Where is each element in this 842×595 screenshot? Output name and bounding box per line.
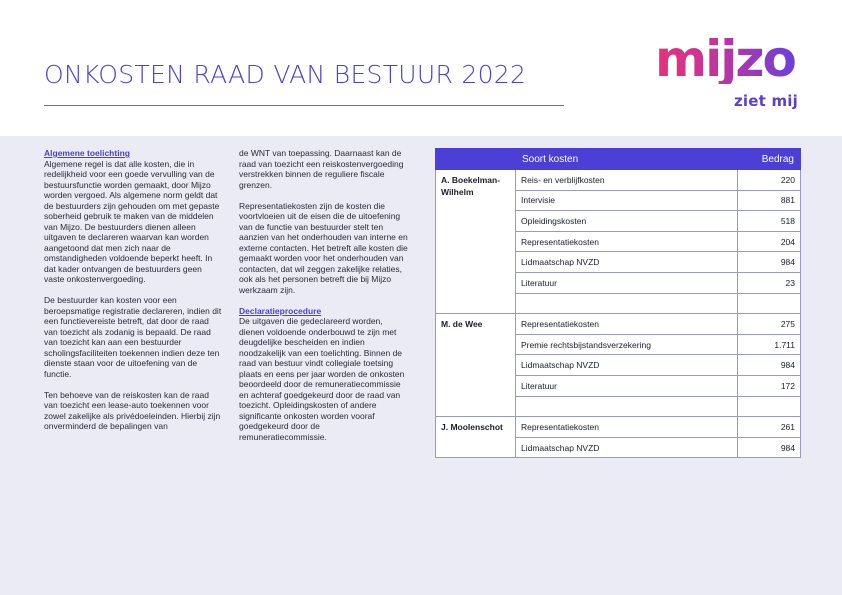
logo: mijzo	[655, 30, 795, 88]
board-member-name: M. de Wee	[436, 314, 516, 417]
costs-table	[435, 148, 801, 458]
cost-amount: 172	[738, 375, 801, 396]
table-header-row	[436, 149, 801, 170]
cost-type: Representatiekosten	[516, 314, 738, 335]
cost-type	[516, 293, 738, 314]
table-row	[436, 314, 801, 335]
cost-type: Lidmaatschap NVZD	[516, 252, 738, 273]
cost-amount: 984	[738, 252, 801, 273]
table-row	[436, 170, 801, 191]
cost-amount: 204	[738, 231, 801, 252]
board-member-name: J. Moolenschot	[436, 417, 516, 458]
cost-amount: 984	[738, 355, 801, 376]
text-column-1	[44, 148, 222, 442]
cost-type	[516, 396, 738, 417]
cost-amount: 261	[738, 417, 801, 438]
table-row	[436, 417, 801, 438]
column-header-amount: Bedrag	[738, 149, 801, 170]
logo-tagline: ziet mij	[734, 92, 798, 110]
cost-type: Representatiekosten	[516, 417, 738, 438]
paragraph: Algemene regel is dat alle kosten, die in redelijkheid voor een goede vervulling van de bestuursfunctie worden gemaakt, door Mijzo worden vergoed. Als algemene norm geldt dat de bestuurders zijn gehouden om met gepaste soberheid gebruik te maken van de middelen van Mijzo. De bestuurders dienen alleen uitgaven te declareren waarvan kan worden aangetoond dat men zich naar de omstandigheden voldoende beperkt heeft. In dat kader ontvangen de bestuurders geen vaste onkostenvergoeding.	[44, 158, 220, 284]
cost-amount: 23	[738, 272, 801, 293]
paragraph: de WNT van toepassing. Daarnaast kan de raad van toezicht een reiskostenvergoeding verstrekken binnen de reguliere fiscale grenzen.	[239, 148, 404, 190]
cost-type: Intervisie	[516, 190, 738, 211]
cost-amount: 518	[738, 211, 801, 232]
cost-amount: 275	[738, 314, 801, 335]
page-title: ONKOSTEN RAAD VAN BESTUUR 2022	[44, 60, 527, 89]
cost-type: Opleidingskosten	[516, 211, 738, 232]
text-column-2	[239, 148, 409, 453]
cost-type: Literatuur	[516, 375, 738, 396]
content-area	[0, 136, 842, 595]
paragraph: De uitgaven die gedeclareerd worden, dienen voldoende onderbouwd te zijn met deugdelijke bescheiden en indien noodzakelijk van een toelichting. Binnen de raad van bestuur vindt collegiale toetsing plaats en eens per jaar worden de onkosten beoordeeld door de remuneratiecommissie en achteraf goedgekeurd door de raad van toezicht. Opleidingskosten of andere significante onkosten worden vooraf goedgekeurd door de remuneratiecommissie.	[239, 316, 405, 442]
cost-type: Literatuur	[516, 272, 738, 293]
cost-type: Lidmaatschap NVZD	[516, 355, 738, 376]
cost-type: Lidmaatschap NVZD	[516, 437, 738, 458]
section-heading: Algemene toelichting	[44, 148, 130, 158]
cost-type: Representatiekosten	[516, 231, 738, 252]
paragraph: Representatiekosten zijn de kosten die voortvloeien uit de eisen die de uitoefening van de functie van bestuurder stelt ten aanzien van het onderhouden van interne en externe contacten. Het betreft alle kosten die gemaakt worden voor het onderhouden van contacten, dat wil zeggen zakelijke relaties, ook als het personen betreft die bij Mijzo werkzaam zijn.	[239, 200, 408, 295]
section-heading: Declaratieprocedure	[239, 305, 322, 316]
board-member-name: A. Boekelman-Wilhelm	[436, 170, 516, 314]
title-underline	[44, 105, 564, 106]
cost-amount: 1.711	[738, 334, 801, 355]
paragraph: De bestuurder kan kosten voor een beroepsmatige registratie declareren, indien dit een functievereiste betreft, dat door de raad van toezicht als zodanig is bepaald. De raad van toezicht kan aan een bestuurder scholingsfaciliteiten toekennen indien deze ten dienste staan voor de uitoefening van de functie.	[44, 295, 222, 379]
cost-amount: 881	[738, 190, 801, 211]
cost-amount	[738, 396, 801, 417]
paragraph: Ten behoeve van de reiskosten kan de raad van toezicht een lease-auto toekennen voor zowel zakelijke als privédoeleinden. Hierbij zijn onverminderd de bepalingen van	[44, 389, 221, 431]
cost-type: Premie rechtsbijstandsverzekering	[516, 334, 738, 355]
page-header	[0, 0, 842, 136]
column-header-type: Soort kosten	[516, 149, 738, 170]
column-header-name	[436, 149, 516, 170]
cost-amount	[738, 293, 801, 314]
cost-type: Reis- en verblijfkosten	[516, 170, 738, 191]
cost-amount: 984	[738, 437, 801, 458]
cost-amount: 220	[738, 170, 801, 191]
